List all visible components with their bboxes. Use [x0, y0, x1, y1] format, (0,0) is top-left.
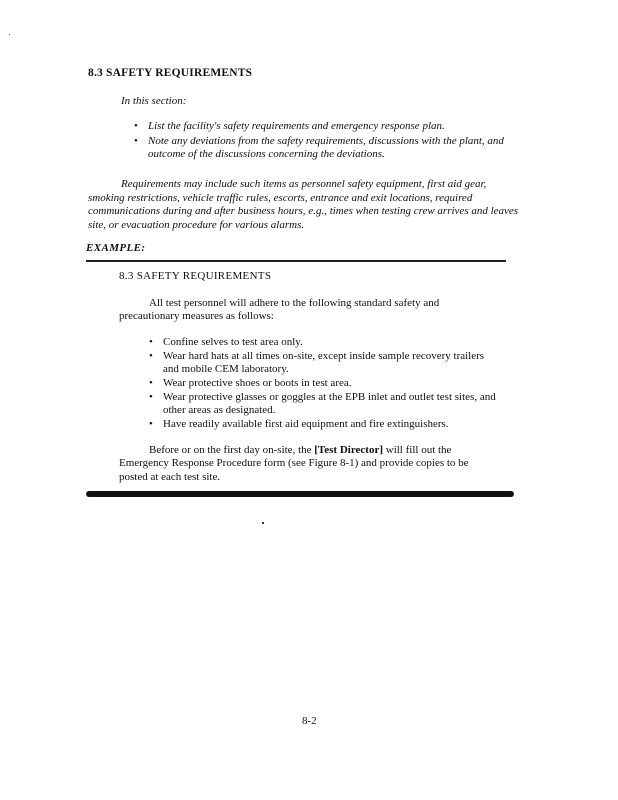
- example-intro-paragraph: All test personnel will adhere to the following standard safety and precautionary measures as follows:: [119, 297, 440, 323]
- instruction-list: [132, 120, 532, 163]
- scan-speck: [9, 34, 10, 35]
- instruction-item: • Note any deviations from the safety requirements, discussions with the plant, and outcome of the discussions concerning the deviations.: [132, 135, 532, 161]
- example-label: EXAMPLE:: [86, 242, 146, 254]
- test-director-placeholder: [Test Director]: [314, 444, 383, 456]
- instruction-item: • List the facility's safety requirements and emergency response plan.: [132, 120, 532, 133]
- example-closing-paragraph: [119, 444, 497, 484]
- example-bottom-rule: [86, 491, 514, 497]
- example-safety-list: [148, 336, 500, 431]
- example-top-rule: [86, 260, 506, 262]
- example-heading: 8.3 SAFETY REQUIREMENTS: [119, 270, 272, 282]
- scan-speck: [262, 522, 264, 524]
- safety-measure-item: • Have readily available first aid equipment and fire extinguishers.: [148, 418, 500, 431]
- page-number: 8-2: [302, 715, 317, 727]
- section-heading: 8.3 SAFETY REQUIREMENTS: [88, 67, 253, 79]
- requirements-paragraph: Requirements may include such items as personnel safety equipment, first aid gear, smoking restrictions, vehicle traffic rules, escorts, entrance and exit locations, required communications during and after business hours, e.g., times when testing crew arrives and leaves site, or evacuation procedure for various alarms.: [88, 178, 519, 231]
- section-intro: In this section:: [121, 95, 187, 107]
- safety-measure-item: • Wear protective glasses or goggles at the EPB inlet and outlet test sites, and other areas as designated.: [148, 391, 500, 417]
- closing-text-start: Before or on the first day on-site, the: [149, 444, 315, 456]
- closing-text-end: will fill out the Emergency Response Procedure form (see Figure 8-1) and provide copies to be posted at each test site.: [119, 444, 469, 483]
- safety-measure-item: • Wear protective shoes or boots in test area.: [148, 377, 500, 390]
- safety-measure-item: • Confine selves to test area only.: [148, 336, 500, 349]
- safety-measure-item: • Wear hard hats at all times on-site, except inside sample recovery trailers and mobile CEM laboratory.: [148, 350, 500, 376]
